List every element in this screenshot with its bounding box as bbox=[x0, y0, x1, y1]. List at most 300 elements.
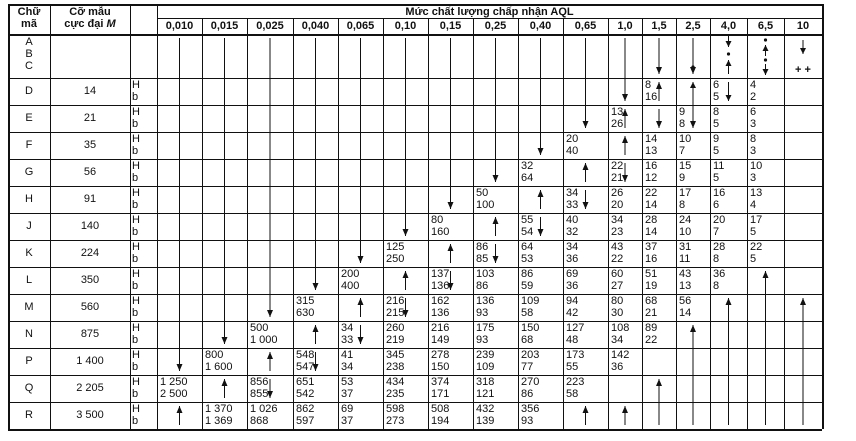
accept-number: 598 bbox=[386, 403, 405, 415]
arrow-up-icon bbox=[656, 82, 662, 101]
row-code-letter: L bbox=[25, 274, 33, 286]
reject-number: 85 bbox=[476, 253, 489, 265]
aql-value-13: 4,0 bbox=[720, 20, 737, 32]
accept-number: 9 bbox=[679, 106, 686, 118]
accept-number: 142 bbox=[611, 349, 630, 361]
reject-number: 8 bbox=[679, 118, 686, 130]
reject-number: 1 600 bbox=[205, 361, 233, 373]
accept-number: 162 bbox=[431, 295, 450, 307]
arrow-down-icon bbox=[313, 352, 319, 371]
reject-number: 14 bbox=[645, 199, 658, 211]
arrow-up-icon bbox=[763, 45, 769, 56]
hb-label: H bbox=[132, 295, 140, 307]
reject-number: 93 bbox=[521, 415, 534, 427]
reject-number: 20 bbox=[611, 199, 624, 211]
reject-number: 32 bbox=[566, 226, 579, 238]
reject-number: 14 bbox=[679, 307, 692, 319]
arrow-down-icon bbox=[448, 271, 454, 290]
arrow-up-icon bbox=[538, 190, 544, 209]
reject-number: 55 bbox=[566, 361, 579, 373]
arrow-up-icon bbox=[800, 298, 806, 425]
arrow-down-icon bbox=[656, 38, 662, 74]
accept-number: 32 bbox=[521, 160, 534, 172]
accept-number: 216 bbox=[431, 322, 450, 334]
row-size: 21 bbox=[83, 112, 97, 124]
reject-number: 16 bbox=[645, 91, 658, 103]
reject-number: 597 bbox=[296, 415, 315, 427]
arrow-up-icon bbox=[656, 379, 662, 425]
reject-number: 9 bbox=[679, 172, 686, 184]
accept-number: 200 bbox=[341, 268, 360, 280]
arrow-up-icon bbox=[583, 163, 589, 182]
row-size: 224 bbox=[80, 247, 100, 259]
accept-number: 8 bbox=[750, 133, 757, 145]
arrow-down-icon bbox=[800, 40, 806, 54]
accept-number: 89 bbox=[645, 322, 658, 334]
aql-value-0: 0,010 bbox=[165, 20, 194, 32]
accept-number: 239 bbox=[476, 349, 495, 361]
accept-number: 80 bbox=[611, 295, 624, 307]
accept-number: 16 bbox=[713, 187, 726, 199]
accept-number: 318 bbox=[476, 376, 495, 388]
reject-number: 26 bbox=[611, 118, 624, 130]
accept-number: 20 bbox=[566, 133, 579, 145]
aql-value-11: 1,5 bbox=[651, 20, 667, 32]
hb-label: b bbox=[132, 307, 139, 319]
accept-number: 68 bbox=[645, 295, 658, 307]
aql-value-1: 0,015 bbox=[210, 20, 239, 32]
accept-number: 69 bbox=[341, 403, 354, 415]
reject-number: 150 bbox=[431, 361, 450, 373]
row-size: 35 bbox=[83, 139, 97, 151]
reject-number: 30 bbox=[611, 307, 624, 319]
accept-number: 136 bbox=[476, 295, 495, 307]
reject-number: 8 bbox=[713, 253, 720, 265]
accept-number: 31 bbox=[679, 241, 692, 253]
row-code-letter: G bbox=[24, 166, 34, 178]
arrow-up-icon bbox=[313, 325, 319, 344]
row-code-letter: D bbox=[25, 85, 33, 97]
reject-number: 5 bbox=[713, 118, 720, 130]
reject-number: 5 bbox=[713, 145, 720, 157]
reject-number: 5 bbox=[713, 172, 720, 184]
accept-number: 69 bbox=[566, 268, 579, 280]
accept-number: 216 bbox=[386, 295, 405, 307]
accept-number: 34 bbox=[566, 241, 579, 253]
aql-value-15: 10 bbox=[796, 20, 810, 32]
arrow-up-icon bbox=[358, 298, 364, 317]
reject-number: 22 bbox=[611, 253, 624, 265]
accept-number: 34 bbox=[611, 214, 624, 226]
row-size: 56 bbox=[83, 166, 97, 178]
reject-number: 40 bbox=[566, 145, 579, 157]
reject-number: 7 bbox=[713, 226, 720, 238]
accept-number: 28 bbox=[713, 241, 726, 253]
accept-number: 6 bbox=[713, 79, 720, 91]
accept-number: 24 bbox=[679, 214, 692, 226]
arrow-up-icon bbox=[622, 406, 628, 425]
accept-number: 34 bbox=[566, 187, 579, 199]
reject-number: 34 bbox=[611, 334, 624, 346]
accept-number: 374 bbox=[431, 376, 450, 388]
accept-number: 13 bbox=[750, 187, 763, 199]
reject-number: 1 000 bbox=[250, 334, 278, 346]
aql-value-5: 0,10 bbox=[394, 20, 417, 32]
arrow-up-icon bbox=[403, 271, 409, 290]
dot-icon bbox=[727, 52, 730, 55]
reject-number: 4 bbox=[750, 199, 757, 211]
header-size-line: Cỡ mẫu bbox=[69, 6, 111, 18]
accept-number: 17 bbox=[679, 187, 692, 199]
hb-label: H bbox=[132, 376, 140, 388]
reject-number: 77 bbox=[521, 361, 534, 373]
accept-number: 175 bbox=[476, 322, 495, 334]
hb-label: b bbox=[132, 172, 139, 184]
arrow-down-icon bbox=[267, 38, 273, 317]
accept-number: 53 bbox=[341, 376, 354, 388]
accept-number: 6 bbox=[750, 106, 757, 118]
aql-value-3: 0,040 bbox=[301, 20, 330, 32]
accept-number: 11 bbox=[713, 160, 725, 172]
accept-number: 86 bbox=[521, 268, 534, 280]
arrow-down-icon bbox=[656, 109, 662, 128]
header-size-symbol: M bbox=[106, 18, 116, 30]
reject-number: 42 bbox=[566, 307, 579, 319]
reject-number: 149 bbox=[431, 334, 450, 346]
reject-number: 235 bbox=[386, 388, 405, 400]
accept-number: 1 026 bbox=[250, 403, 278, 415]
accept-number: 508 bbox=[431, 403, 450, 415]
accept-number: 9 bbox=[713, 133, 720, 145]
hb-label: b bbox=[132, 145, 139, 157]
reject-number: 2 bbox=[750, 91, 757, 103]
accept-number: 315 bbox=[296, 295, 315, 307]
row-code-letter: F bbox=[25, 139, 33, 151]
row-size: 3 500 bbox=[76, 409, 104, 421]
reject-number: 5 bbox=[750, 253, 757, 265]
aql-value-6: 0,15 bbox=[439, 20, 462, 32]
reject-number: 250 bbox=[386, 253, 405, 265]
hb-label: H bbox=[132, 187, 140, 199]
arrow-down-icon bbox=[177, 38, 183, 371]
arrow-down-icon bbox=[222, 38, 228, 344]
reject-number: 37 bbox=[341, 415, 354, 427]
hb-label: b bbox=[132, 118, 139, 130]
arrow-down-icon bbox=[622, 163, 628, 182]
hb-label: H bbox=[132, 241, 140, 253]
arrow-down-icon bbox=[726, 36, 732, 47]
reject-number: 27 bbox=[611, 280, 624, 292]
accept-number: 548 bbox=[296, 349, 315, 361]
accept-number: 862 bbox=[296, 403, 315, 415]
reject-number: 33 bbox=[566, 199, 579, 211]
accept-number: 37 bbox=[645, 241, 658, 253]
header-code-line: mã bbox=[21, 18, 37, 30]
row-code-letter: Q bbox=[24, 382, 34, 394]
accept-number: 60 bbox=[611, 268, 624, 280]
reject-number: 868 bbox=[250, 415, 269, 427]
arrow-down-icon bbox=[403, 38, 409, 236]
accept-number: 1 370 bbox=[205, 403, 233, 415]
reject-number: 53 bbox=[521, 253, 534, 265]
accept-number: 150 bbox=[521, 322, 540, 334]
aql-value-4: 0,065 bbox=[346, 20, 375, 32]
reject-number: 630 bbox=[296, 307, 315, 319]
arrow-up-icon bbox=[622, 136, 628, 155]
hb-label: b bbox=[132, 199, 139, 211]
arrow-down-icon bbox=[763, 64, 769, 75]
reject-number: 13 bbox=[679, 280, 692, 292]
accept-number: 86 bbox=[476, 241, 489, 253]
row-size: 14 bbox=[83, 85, 97, 97]
row-code-letter: C bbox=[25, 60, 33, 72]
accept-number: 223 bbox=[566, 376, 585, 388]
reject-number: 109 bbox=[476, 361, 495, 373]
accept-number: 500 bbox=[250, 322, 269, 334]
accept-number: 800 bbox=[205, 349, 224, 361]
accept-number: 14 bbox=[645, 133, 658, 145]
reject-number: 13 bbox=[645, 145, 658, 157]
row-size: 1 400 bbox=[76, 355, 104, 367]
arrow-down-icon bbox=[538, 38, 544, 155]
arrow-up-icon bbox=[622, 109, 628, 128]
row-size: 875 bbox=[80, 328, 100, 340]
aql-value-2: 0,025 bbox=[256, 20, 284, 32]
accept-number: 4 bbox=[750, 79, 757, 91]
hb-label: b bbox=[132, 415, 139, 427]
reject-number: 215 bbox=[386, 307, 405, 319]
reject-number: 855 bbox=[250, 388, 269, 400]
star-icon bbox=[764, 38, 767, 41]
hb-label: b bbox=[132, 280, 139, 292]
reject-number: 11 bbox=[679, 253, 691, 265]
accept-number: 94 bbox=[566, 295, 579, 307]
reject-number: 58 bbox=[566, 388, 579, 400]
star-icon bbox=[764, 58, 767, 61]
row-code-letter: E bbox=[25, 112, 33, 124]
arrow-down-icon bbox=[493, 244, 499, 263]
row-code-letter: N bbox=[25, 328, 33, 340]
reject-number: 16 bbox=[645, 253, 658, 265]
arrow-up-icon bbox=[448, 244, 454, 263]
accept-number: 43 bbox=[679, 268, 692, 280]
row-code-letter: R bbox=[25, 409, 33, 421]
reject-number: 23 bbox=[611, 226, 624, 238]
row-code-letter: K bbox=[25, 247, 33, 259]
reject-number: 121 bbox=[476, 388, 495, 400]
aql-title: Mức chất lượng chấp nhận AQL bbox=[405, 6, 574, 18]
accept-number: 17 bbox=[750, 214, 763, 226]
arrow-up-icon bbox=[583, 406, 589, 425]
accept-number: 125 bbox=[386, 241, 405, 253]
reject-number: 5 bbox=[713, 91, 720, 103]
row-size: 560 bbox=[80, 301, 100, 313]
accept-number: 13 bbox=[611, 106, 624, 118]
reject-number: 160 bbox=[431, 226, 450, 238]
accept-number: 40 bbox=[566, 214, 579, 226]
accept-number: 22 bbox=[645, 187, 658, 199]
accept-number: 50 bbox=[476, 187, 489, 199]
row-size: 140 bbox=[80, 220, 100, 232]
hb-label: H bbox=[132, 322, 140, 334]
row-size: 350 bbox=[80, 274, 100, 286]
hb-label: b bbox=[132, 361, 139, 373]
arrow-down-icon bbox=[448, 38, 454, 209]
reject-number: 136 bbox=[431, 280, 450, 292]
reject-number: 1 369 bbox=[205, 415, 233, 427]
hb-label: H bbox=[132, 160, 140, 172]
reject-number: 3 bbox=[750, 172, 757, 184]
aql-value-9: 0,65 bbox=[574, 20, 597, 32]
reject-number: 219 bbox=[386, 334, 405, 346]
aql-value-10: 1,0 bbox=[617, 20, 633, 32]
arrow-up-icon bbox=[726, 298, 732, 425]
accept-number: 26 bbox=[611, 187, 624, 199]
reject-number: 100 bbox=[476, 199, 495, 211]
row-code-letter: B bbox=[25, 48, 33, 60]
row-code-letter: M bbox=[24, 301, 34, 313]
reject-number: 10 bbox=[679, 226, 692, 238]
reject-number: 8 bbox=[679, 199, 686, 211]
accept-number: 55 bbox=[521, 214, 534, 226]
reject-number: 7 bbox=[679, 145, 686, 157]
accept-number: 127 bbox=[566, 322, 585, 334]
row-size: 2 205 bbox=[76, 382, 104, 394]
reject-number: 273 bbox=[386, 415, 405, 427]
accept-number: 56 bbox=[679, 295, 692, 307]
accept-number: 103 bbox=[476, 268, 495, 280]
arrow-up-icon bbox=[267, 352, 273, 371]
reject-number: 3 bbox=[750, 145, 757, 157]
hb-label: b bbox=[132, 226, 139, 238]
row-code-letter: A bbox=[25, 36, 33, 48]
accept-number: 856 bbox=[250, 376, 269, 388]
row-code-letter: J bbox=[26, 220, 32, 232]
reject-number: 93 bbox=[476, 307, 489, 319]
arrow-down-icon bbox=[358, 325, 364, 344]
accept-number: 51 bbox=[645, 268, 658, 280]
arrow-down-icon bbox=[313, 38, 319, 290]
arrow-up-icon bbox=[690, 82, 696, 101]
arrow-up-icon bbox=[493, 217, 499, 236]
reject-number: 36 bbox=[566, 280, 579, 292]
arrow-down-icon bbox=[583, 38, 589, 128]
reject-number: 36 bbox=[566, 253, 579, 265]
reject-number: 48 bbox=[566, 334, 579, 346]
accept-number: 108 bbox=[611, 322, 630, 334]
reject-number: 14 bbox=[645, 226, 658, 238]
accept-number: 34 bbox=[341, 322, 354, 334]
reject-number: 58 bbox=[521, 307, 534, 319]
row-code-letter: P bbox=[25, 355, 33, 367]
reject-number: 547 bbox=[296, 361, 315, 373]
reject-number: 171 bbox=[431, 388, 450, 400]
arrow-down-icon bbox=[726, 82, 732, 101]
accept-number: 64 bbox=[521, 241, 534, 253]
accept-number: 80 bbox=[431, 214, 444, 226]
reject-number: 5 bbox=[750, 226, 757, 238]
reject-number: 136 bbox=[431, 307, 450, 319]
accept-number: 432 bbox=[476, 403, 495, 415]
accept-number: 36 bbox=[713, 268, 726, 280]
arrow-up-icon bbox=[222, 379, 228, 398]
hb-label: H bbox=[132, 403, 140, 415]
reject-number: 34 bbox=[341, 361, 354, 373]
reject-number: 194 bbox=[431, 415, 450, 427]
accept-number: 173 bbox=[566, 349, 585, 361]
reject-number: 21 bbox=[611, 172, 624, 184]
arrow-down-icon bbox=[583, 190, 589, 209]
dot-icon bbox=[691, 65, 694, 68]
hb-label: H bbox=[132, 106, 140, 118]
reject-number: 3 bbox=[750, 118, 757, 130]
arrow-down-icon bbox=[538, 217, 544, 236]
arrow-up-icon bbox=[763, 271, 769, 425]
accept-number: 1 250 bbox=[160, 376, 188, 388]
accept-number: 43 bbox=[611, 241, 624, 253]
arrow-up-icon bbox=[726, 60, 732, 74]
accept-number: 20 bbox=[713, 214, 726, 226]
arrow-up-icon bbox=[177, 406, 183, 425]
reject-number: 542 bbox=[296, 388, 315, 400]
hb-label: b bbox=[132, 91, 139, 103]
arrow-up-icon bbox=[690, 325, 696, 425]
reject-number: 12 bbox=[645, 172, 658, 184]
reject-number: 86 bbox=[476, 280, 489, 292]
reject-number: 8 bbox=[713, 280, 720, 292]
aql-value-7: 0,25 bbox=[484, 20, 507, 32]
hb-label: H bbox=[132, 349, 140, 361]
accept-number: 278 bbox=[431, 349, 450, 361]
reject-number: 64 bbox=[521, 172, 534, 184]
arrow-down-icon bbox=[358, 38, 364, 263]
reject-number: 37 bbox=[341, 388, 354, 400]
arrow-down-icon bbox=[622, 38, 628, 101]
arrow-down-icon bbox=[267, 379, 273, 398]
hb-label: b bbox=[132, 253, 139, 265]
aql-value-14: 6,5 bbox=[757, 20, 774, 32]
accept-number: 8 bbox=[713, 106, 720, 118]
row-size: 91 bbox=[83, 193, 97, 205]
reject-number: 93 bbox=[476, 334, 489, 346]
reject-number: 139 bbox=[476, 415, 495, 427]
accept-number: 41 bbox=[341, 349, 354, 361]
accept-number: 434 bbox=[386, 376, 405, 388]
hb-label: b bbox=[132, 334, 139, 346]
reject-number: 68 bbox=[521, 334, 534, 346]
aql-value-8: 0,40 bbox=[529, 20, 552, 32]
reject-number: 22 bbox=[645, 334, 658, 346]
accept-number: 260 bbox=[386, 322, 405, 334]
reject-number: 21 bbox=[645, 307, 658, 319]
accept-number: 8 bbox=[645, 79, 652, 91]
accept-number: 10 bbox=[750, 160, 763, 172]
reject-number: 238 bbox=[386, 361, 405, 373]
plus-mark: + + bbox=[795, 64, 811, 76]
accept-number: 15 bbox=[679, 160, 692, 172]
reject-number: 19 bbox=[645, 280, 658, 292]
accept-number: 10 bbox=[679, 133, 692, 145]
hb-label: b bbox=[132, 388, 139, 400]
accept-number: 356 bbox=[521, 403, 540, 415]
reject-number: 36 bbox=[611, 361, 624, 373]
accept-number: 137 bbox=[431, 268, 450, 280]
accept-number: 16 bbox=[645, 160, 658, 172]
aql-value-12: 2,5 bbox=[685, 20, 701, 32]
reject-number: 2 500 bbox=[160, 388, 188, 400]
row-code-letter: H bbox=[25, 193, 33, 205]
accept-number: 109 bbox=[521, 295, 540, 307]
